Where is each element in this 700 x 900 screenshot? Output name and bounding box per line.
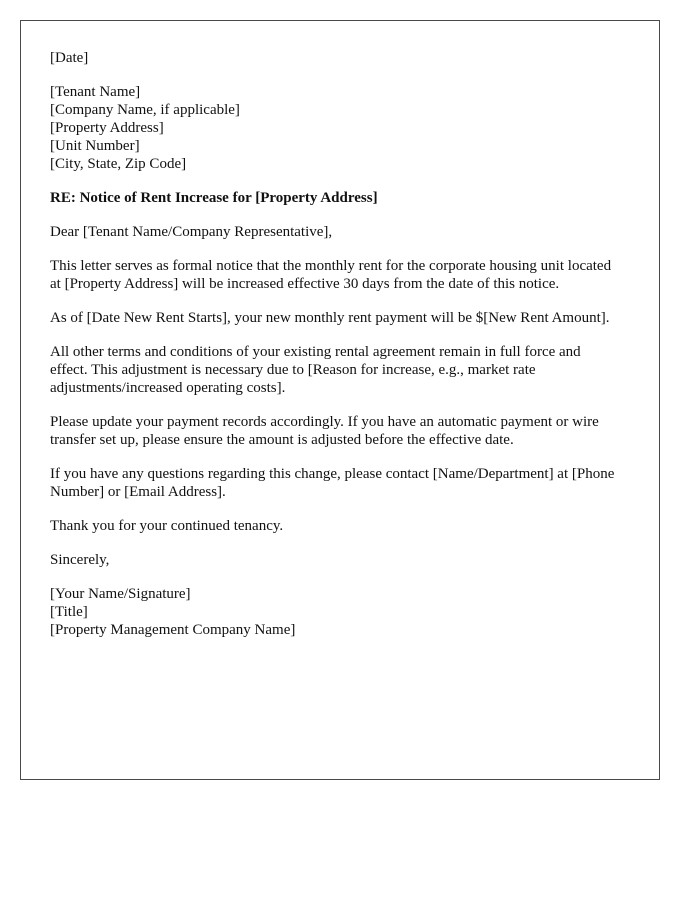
recipient-tenant-name: [Tenant Name] xyxy=(50,84,141,100)
recipient-city-state-zip: [City, State, Zip Code] xyxy=(50,156,187,172)
body-paragraph-thanks: Thank you for your continued tenancy. xyxy=(50,518,284,534)
body-paragraph-terms: All other terms and conditions of your existing rental agreement remain in full force and effect. This adjustment is necessary due to [Reason for increase, e.g., market rate adjustments/increased operating costs]. xyxy=(50,344,581,396)
signature-title: [Title] xyxy=(50,604,88,620)
signature-block xyxy=(50,585,631,639)
letter-closing: Sincerely, xyxy=(50,552,110,568)
body-paragraph-payment-update: Please update your payment records accordingly. If you have an automatic payment or wire transfer set up, please ensure the amount is adjusted before the effective date. xyxy=(50,414,599,448)
letter-date: [Date] xyxy=(50,50,89,66)
recipient-company-name: [Company Name, if applicable] xyxy=(50,102,240,118)
letter-date-block xyxy=(50,49,631,67)
signature-company: [Property Management Company Name] xyxy=(50,622,296,638)
body-paragraph-contact: If you have any questions regarding this change, please contact [Name/Department] at [Phone Number] or [Email Address]. xyxy=(50,466,615,500)
recipient-address-block xyxy=(50,83,631,173)
letter-salutation: Dear [Tenant Name/Company Representative], xyxy=(50,224,333,240)
signature-name: [Your Name/Signature] xyxy=(50,586,191,602)
letter-subject: RE: Notice of Rent Increase for [Property Address] xyxy=(50,190,378,206)
recipient-property-address: [Property Address] xyxy=(50,120,164,136)
recipient-unit-number: [Unit Number] xyxy=(50,138,140,154)
letter-page xyxy=(20,20,660,780)
body-paragraph-new-rent: As of [Date New Rent Starts], your new monthly rent payment will be $[New Rent Amount]. xyxy=(50,310,610,326)
body-paragraph-notice: This letter serves as formal notice that the monthly rent for the corporate housing unit located at [Property Address] will be increased effective 30 days from the date of this notice. xyxy=(50,258,612,292)
